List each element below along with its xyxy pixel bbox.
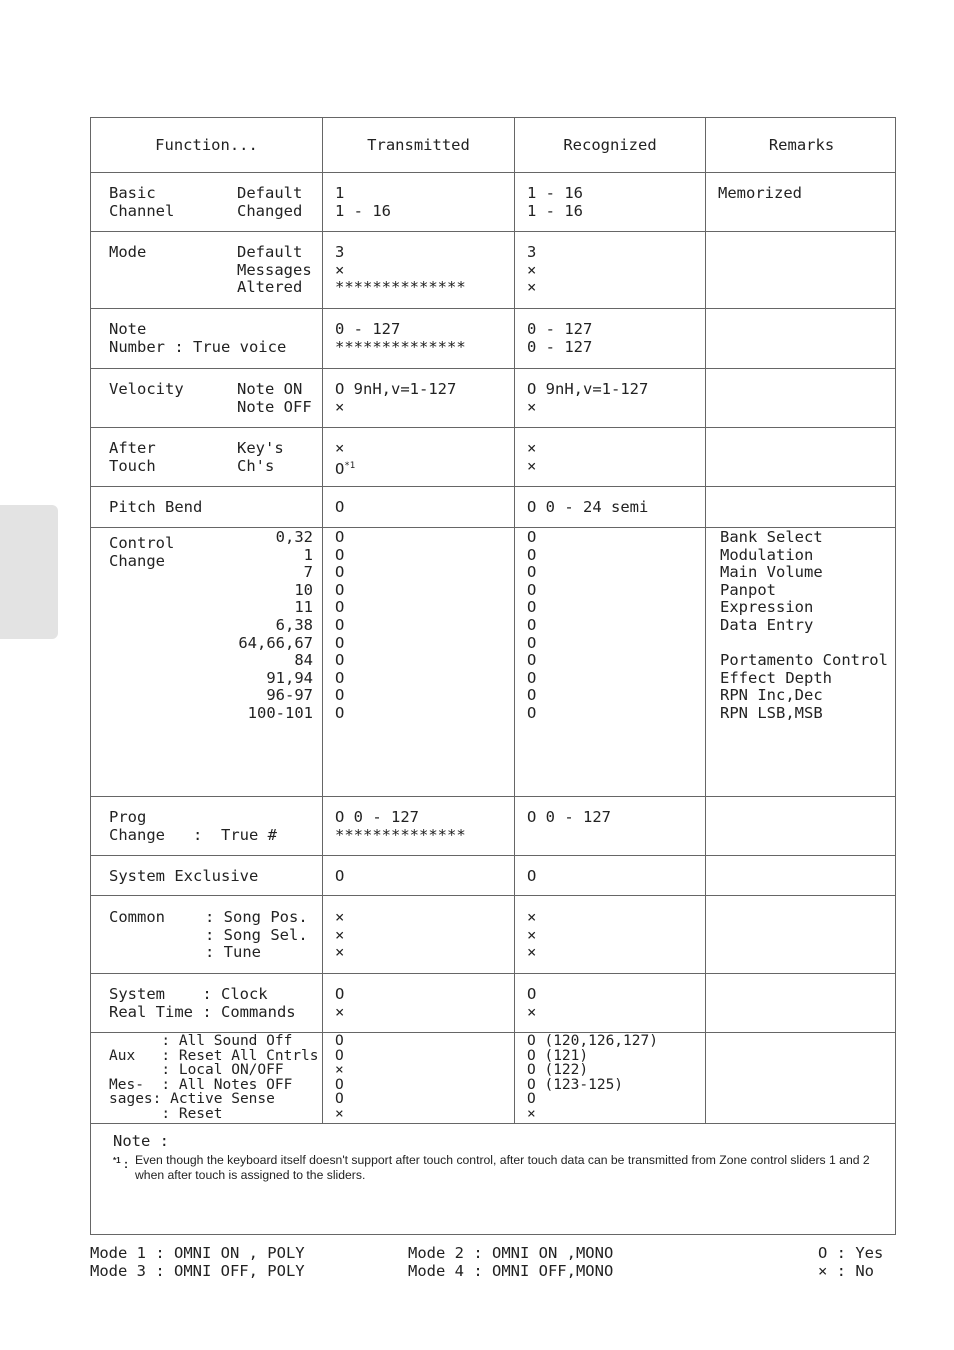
note-number-recognized: 0 - 127 0 - 127 xyxy=(527,320,593,356)
common-label: Common xyxy=(109,908,165,926)
footnote-marker: $^{*1}$ : xyxy=(113,1156,129,1172)
control-change-numbers: 0,32 1 7 10 11 6,38 64,66,67 84 91,94 96-97 100-101 xyxy=(238,528,313,722)
header-recognized: Recognized xyxy=(563,136,657,154)
row-divider xyxy=(91,855,895,856)
basic-channel-label: Basic Channel xyxy=(109,184,175,220)
basic-channel-remarks: Memorized xyxy=(718,184,802,202)
basic-channel-recognized: 1 - 16 1 - 16 xyxy=(527,184,583,220)
velocity-recognized: O 9nH,v=1-127 × xyxy=(527,380,649,416)
after-touch-label: After Touch xyxy=(109,439,156,475)
realtime-label: System : Clock Real Time : Commands xyxy=(109,985,296,1021)
mode-transmitted: 3 × ************** xyxy=(335,243,466,297)
mode-sublabel: Default Messages Altered xyxy=(237,243,312,297)
control-change-recognized: O O O O O O O O O O O xyxy=(527,528,537,722)
midi-implementation-chart xyxy=(90,117,896,1235)
basic-channel-sublabel: Default Changed xyxy=(237,184,303,220)
after-touch-chs-tx: O xyxy=(335,459,345,478)
velocity-transmitted: O 9nH,v=1-127 × xyxy=(335,380,457,416)
aux-messages-recognized: O (120,126,127) O (121) O (122) O (123-125) O × xyxy=(527,1033,658,1122)
mode-recognized: 3 × × xyxy=(527,243,537,297)
note-number-label: Note Number : True voice xyxy=(109,320,287,356)
row-divider xyxy=(91,895,895,896)
legend-modes-2-4: Mode 2 : OMNI ON ,MONO Mode 4 : OMNI OFF,MONO xyxy=(408,1244,614,1280)
legend-symbols: O : Yes × : No xyxy=(818,1244,884,1280)
row-divider xyxy=(91,308,895,309)
row-divider xyxy=(91,1123,895,1124)
note-number-transmitted: 0 - 127 ************** xyxy=(335,320,466,356)
after-touch-keys-tx: × xyxy=(335,439,345,457)
after-touch-recognized: × × xyxy=(527,439,537,475)
header-function: Function... xyxy=(155,136,258,154)
footnote-ref: *1 xyxy=(344,460,356,471)
after-touch-transmitted xyxy=(335,440,355,478)
header-remarks: Remarks xyxy=(768,136,835,154)
aux-messages-transmitted: O O × O O × xyxy=(335,1033,344,1122)
mode-label: Mode xyxy=(109,243,147,261)
after-touch-sublabel: Key's Ch's xyxy=(237,439,284,475)
realtime-transmitted: O × xyxy=(335,985,345,1021)
system-exclusive-transmitted: O xyxy=(335,867,345,885)
row-divider xyxy=(91,973,895,974)
row-divider xyxy=(91,427,895,428)
row-divider xyxy=(91,172,895,173)
program-change-transmitted: O 0 - 127 ************** xyxy=(335,808,466,844)
control-change-label: Control Change xyxy=(109,534,175,570)
row-divider xyxy=(91,486,895,487)
velocity-sublabel: Note ON Note OFF xyxy=(237,380,312,416)
realtime-recognized: O × xyxy=(527,985,537,1021)
pitch-bend-label: Pitch Bend xyxy=(109,498,203,516)
system-exclusive-recognized: O xyxy=(527,867,537,885)
system-exclusive-label: System Exclusive xyxy=(109,867,259,885)
pitch-bend-transmitted: O xyxy=(335,498,345,516)
footnote xyxy=(113,1153,883,1183)
program-change-recognized: O 0 - 127 xyxy=(527,808,611,826)
common-transmitted: × × × xyxy=(335,908,345,962)
control-change-remarks: Bank Select Modulation Main Volume Panpot Expression Data Entry Portamento Control Effect Depth RPN Inc,Dec RPN LSB,MSB xyxy=(720,528,888,722)
side-tab-marker xyxy=(0,505,58,639)
row-divider xyxy=(91,796,895,797)
common-recognized: × × × xyxy=(527,908,537,962)
velocity-label: Velocity xyxy=(109,380,184,398)
row-divider xyxy=(91,368,895,369)
control-change-transmitted: O O O O O O O O O O O xyxy=(335,528,345,722)
aux-messages-label: : All Sound Off Aux : Reset All Cntrls : Local ON/OFF Mes- : All Notes OFF sages: Active Sense : Reset xyxy=(109,1033,319,1122)
basic-channel-transmitted: 1 1 - 16 xyxy=(335,184,391,220)
legend-modes-1-3: Mode 1 : OMNI ON , POLY Mode 3 : OMNI OFF, POLY xyxy=(90,1244,305,1280)
row-divider xyxy=(91,231,895,232)
common-sublabel: : Song Pos. : Song Sel. : Tune xyxy=(205,908,308,962)
program-change-label: Prog Change : True # xyxy=(109,808,277,844)
header-transmitted: Transmitted xyxy=(367,136,470,154)
footnote-text: Even though the keyboard itself doesn't support after touch control, after touch data can be transmitted from Zone control sliders 1 and 2 when after touch is assigned to the sliders. xyxy=(135,1153,870,1182)
pitch-bend-recognized: O 0 - 24 semi xyxy=(527,498,649,516)
note-title: Note : xyxy=(113,1132,169,1150)
